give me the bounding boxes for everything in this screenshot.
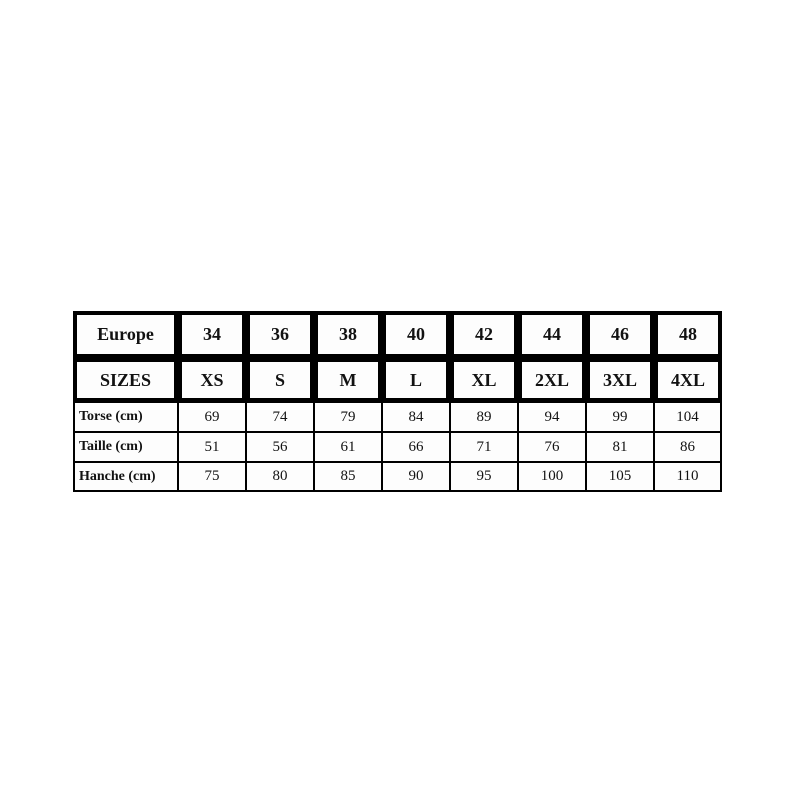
intl-size-cell: XL: [450, 358, 518, 402]
europe-size-cell: 38: [314, 311, 382, 358]
taille-value-cell: 81: [586, 432, 654, 462]
torse-value-cell: 89: [450, 402, 518, 432]
torse-value-cell: 79: [314, 402, 382, 432]
taille-value-cell: 51: [178, 432, 246, 462]
intl-size-cell: 2XL: [518, 358, 586, 402]
europe-size-cell: 36: [246, 311, 314, 358]
hanche-value-cell: 85: [314, 462, 382, 492]
row-label-torse: Torse (cm): [73, 402, 178, 432]
torse-value-cell: 69: [178, 402, 246, 432]
row-torse: [73, 402, 722, 432]
europe-size-cell: 44: [518, 311, 586, 358]
taille-value-cell: 76: [518, 432, 586, 462]
europe-size-cell: 34: [178, 311, 246, 358]
hanche-value-cell: 105: [586, 462, 654, 492]
europe-size-cell: 40: [382, 311, 450, 358]
intl-size-cell: L: [382, 358, 450, 402]
row-hanche: [73, 462, 722, 492]
hanche-value-cell: 75: [178, 462, 246, 492]
header-row-sizes: [73, 358, 722, 402]
hanche-value-cell: 100: [518, 462, 586, 492]
hanche-value-cell: 90: [382, 462, 450, 492]
row-taille: [73, 432, 722, 462]
row-label-hanche: Hanche (cm): [73, 462, 178, 492]
europe-size-cell: 46: [586, 311, 654, 358]
intl-size-cell: XS: [178, 358, 246, 402]
intl-size-cell: M: [314, 358, 382, 402]
row-label-taille: Taille (cm): [73, 432, 178, 462]
europe-size-cell: 42: [450, 311, 518, 358]
header-label-europe: Europe: [73, 311, 178, 358]
torse-value-cell: 74: [246, 402, 314, 432]
torse-value-cell: 104: [654, 402, 722, 432]
taille-value-cell: 56: [246, 432, 314, 462]
torse-value-cell: 99: [586, 402, 654, 432]
taille-value-cell: 86: [654, 432, 722, 462]
size-chart-table: [73, 311, 722, 492]
hanche-value-cell: 110: [654, 462, 722, 492]
header-row-europe: [73, 311, 722, 358]
intl-size-cell: S: [246, 358, 314, 402]
intl-size-cell: 3XL: [586, 358, 654, 402]
hanche-value-cell: 95: [450, 462, 518, 492]
europe-size-cell: 48: [654, 311, 722, 358]
taille-value-cell: 61: [314, 432, 382, 462]
intl-size-cell: 4XL: [654, 358, 722, 402]
taille-value-cell: 66: [382, 432, 450, 462]
taille-value-cell: 71: [450, 432, 518, 462]
hanche-value-cell: 80: [246, 462, 314, 492]
torse-value-cell: 84: [382, 402, 450, 432]
torse-value-cell: 94: [518, 402, 586, 432]
header-label-sizes: SIZES: [73, 358, 178, 402]
